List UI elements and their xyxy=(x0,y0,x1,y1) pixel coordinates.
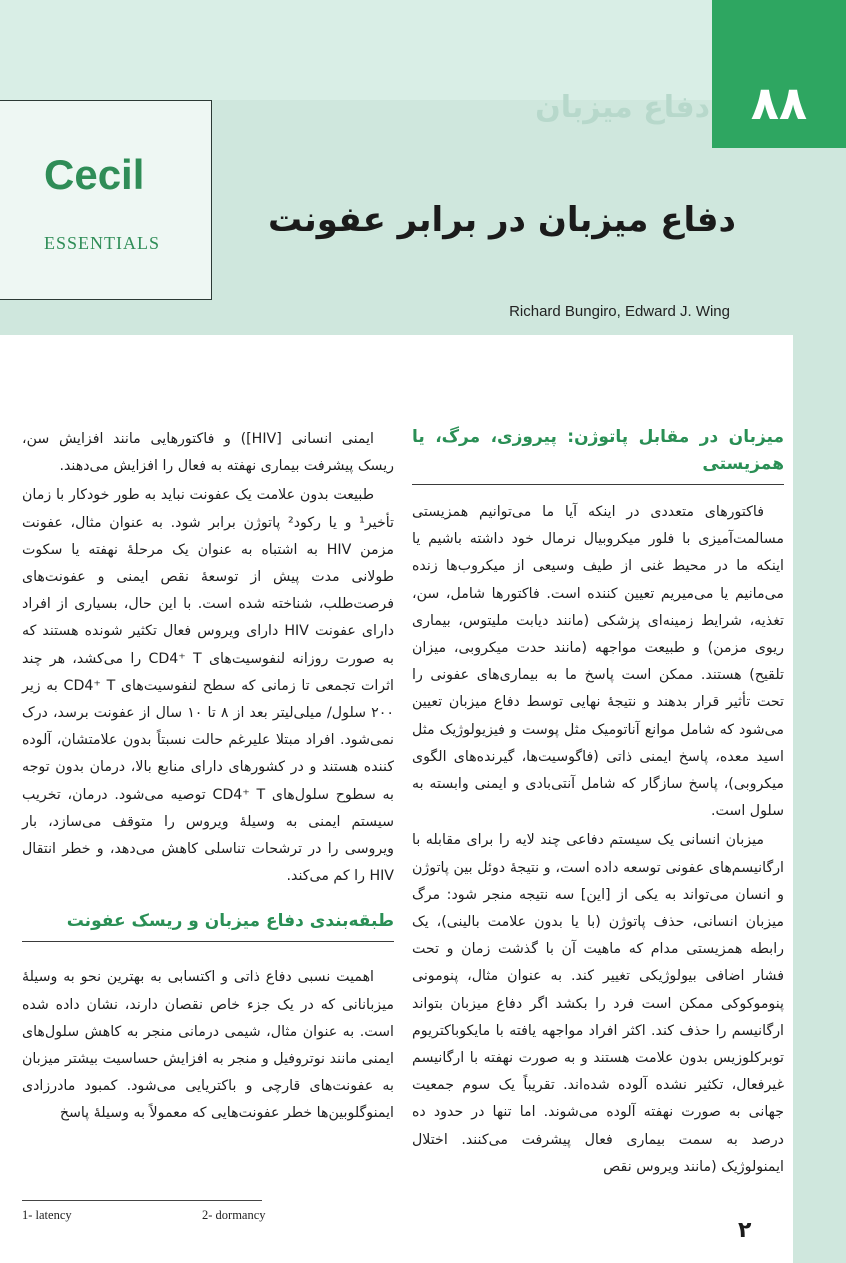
cecil-logo: Cecil xyxy=(44,151,145,198)
ghost-chapter-title: دفاع میزبان xyxy=(535,90,710,125)
chapter-number-box xyxy=(712,0,846,148)
chapter-authors: Richard Bungiro, Edward J. Wing xyxy=(509,303,730,320)
page-number: ۲ xyxy=(738,1218,752,1243)
section-heading-host-vs-pathogen: میزبان در مقابل پاتوژن: پیروزی، مرگ، یا همزیستی xyxy=(412,424,784,485)
cecil-logo-box xyxy=(0,100,212,300)
chapter-number: ۸۸ xyxy=(750,76,808,130)
side-strip xyxy=(793,335,846,1263)
footnote-2: 2- dormancy xyxy=(202,1208,266,1222)
footnote-1: 1- latency xyxy=(22,1208,72,1222)
left-column xyxy=(22,426,394,1128)
paragraph: فاکتورهای متعددی در اینکه آیا ما می‌توانیم همزیستی مسالمت‌آمیزی با فلور میکروبیال نرمال خود داشته باشیم یا اینکه ما در محیط غنی از طیف وسیعی از میکروب‌ها زنده می‌مانیم یا می‌میریم تعیین کننده است. فاکتورها شامل، سن، تغذیه، شرایط زمینه‌ای پزشکی (مانند دیابت ملیتوس، بیماری ریوی مزمن) و طبیعت مواجهه (مانند حدت میکروبی، میزان تلقیح) هستند. ممکن است پاسخ ما به بیماری‌های عفونی را تحت تأثیر قرار بدهند و نتیجهٔ نهایی توسط دفاع میزبان تعیین می‌شود که شامل موانع آناتومیک مثل پوست و فیزیولوژیک مثل اسید معده، پاسخ ایمنی ذاتی (فاگوسیت‌ها، گیرنده‌های الگوی میکروبی)، پاسخ سازگار که شامل آنتی‌بادی و ایمنی وابسته به سلول است. xyxy=(412,504,784,820)
paragraph: طبیعت بدون علامت یک عفونت نباید به طور خودکار با زمان تأخیر¹ و یا رکود² پاتوژن برابر شود. به عنوان مثال، عفونت مزمن HIV به اشتباه به عنوان یک مرحلهٔ نهفته یا سکوت طولانی مدت پیش از توسعهٔ نقص ایمنی و عفونت‌های فرصت‌طلب، شناخته شده است. با این حال، بسیاری از افراد دارای عفونت HIV دارای ویروس فعال تکثیر شونده هستند که به صورت روزانه لنفوسیت‌های CD4⁺ T را می‌کشد، هر چند اثرات تجمعی تا زمانی که سطح لنفوسیت‌های CD4⁺ T به زیر ۲۰۰ سلول/ میلی‌لیتر بعد از ۸ تا ۱۰ سال از عفونت برسد، درک نمی‌شود. افراد مبتلا علیرغم حالت نسبتاً بدون علامتشان، آلوده کننده هستند و در کشورهای دارای منابع بالا، درمان بدون توجه به سطوح سلول‌های CD4⁺ T توصیه می‌شود. درمان، تخریب سیستم ایمنی به وسیلهٔ ویروس را متوقف می‌سازد، بار ویروسی را در ترشحات تناسلی کاهش می‌دهد، و خطر انتقال HIV را کم می‌کند. xyxy=(22,487,395,885)
right-column xyxy=(412,424,784,1181)
paragraph: میزبان انسانی یک سیستم دفاعی چند لایه را برای مقابله با ارگانیسم‌های عفونی توسعه داده است، و نتیجهٔ دوئل بین پاتوژن و انسان می‌تواند به یکی از [این] سه نتیجه منجر شود: مرگ میزبان انسانی، حذف پاتوژن (با یا بدون علامت بالینی)، یک رابطه همزیستی مدام که ماهیت آن با گذشت زمان و تحت فشار اضافی بیولوژیکی تغییر کند. به عنوان مثال، پنومونی پنوموکوکی ممکن است فرد را بکشد اگر دفاع میزبان بتواند ارگانیسم را حذف کند. اکثر افراد مواجهه یافته با مایکوباکتریوم توبرکلوزیس بدون علامت هستند و به صورت نهفته با ارگانیسم غیرفعال، تکثیر نشده آلوده شده‌اند. تقریباً یک سوم جمعیت جهانی به صورت نهفته آلوده می‌شوند. اما تنها در حدود ده درصد به سمت بیماری فعال پیشرفت می‌کنند. اختلال ایمنولوژیک (مانند ویروس نقص xyxy=(412,832,784,1175)
chapter-title: دفاع میزبان در برابر عفونت xyxy=(268,200,736,240)
paragraph: اهمیت نسبی دفاع ذاتی و اکتسابی به بهترین نحو به وسیلهٔ میزبانانی که در یک جزء خاص نقصان دارند، نشان داده شده است. به عنوان مثال، شیمی درمانی منجر به کاهش سلول‌های ایمنی مانند نوتروفیل و منجر به افزایش حساسیت بیشتر میزبان به عفونت‌های قارچی و باکتریایی می‌شود. کمبود مادرزادی ایمنوگلوبین‌ها خطر عفونت‌هایی که معمولاً به وسیلهٔ پاسخ xyxy=(22,969,394,1122)
footnote-divider xyxy=(22,1200,262,1201)
paragraph: ایمنی انسانی [HIV]) و فاکتورهایی مانند افزایش سن، ریسک پیشرفت بیماری نهفته به فعال را افزایش می‌دهند. xyxy=(22,431,394,475)
cecil-logo-subtitle: ESSENTIALS xyxy=(44,233,161,253)
section-heading-host-defense-classification: طبقه‌بندی دفاع میزبان و ریسک عفونت xyxy=(22,908,394,942)
